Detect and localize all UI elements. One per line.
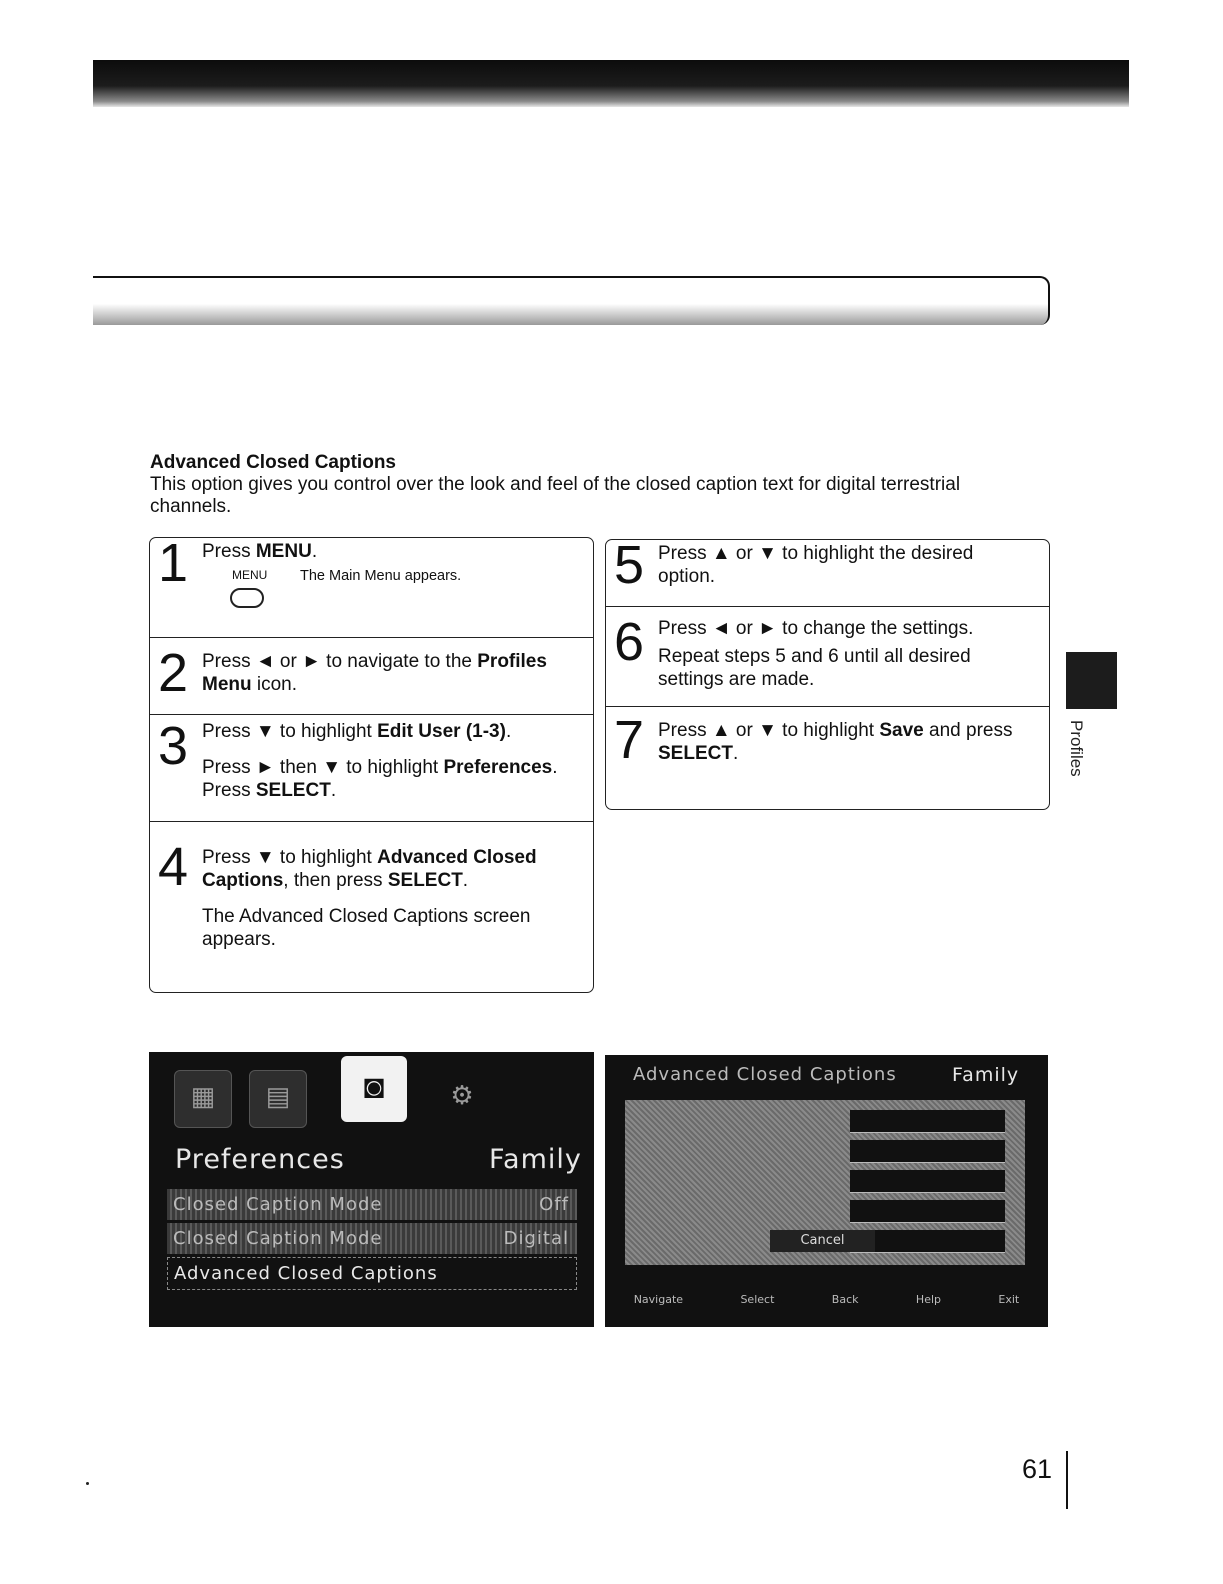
profiles-icon: ◙ [341, 1056, 407, 1122]
menu-list [167, 1189, 577, 1293]
footer-back: Back [831, 1292, 859, 1306]
menu-note: The Main Menu appears. [300, 568, 462, 584]
setting-field[interactable] [850, 1140, 1005, 1163]
footer-select: Select [740, 1292, 775, 1306]
step-text: Press ▼ to highlight Edit User (1-3). Press ► then ▼ to highlight Preferences. Press SELECT. [202, 721, 558, 801]
step-1 [150, 533, 593, 637]
menu-button-icon [230, 588, 264, 608]
screen-title: Preferences [175, 1144, 345, 1175]
setting-field[interactable] [850, 1200, 1005, 1223]
audio-icon: ⚙ [450, 1080, 474, 1110]
page-number: 61 [1022, 1454, 1053, 1484]
step-text: Press ▼ to highlight Advanced Closed Captions, then press SELECT. The Advanced Closed Captions screen appears. [202, 847, 537, 950]
footer-help: Help [915, 1292, 941, 1306]
setup-icon: ▦ [174, 1070, 232, 1128]
step-number: 5 [614, 535, 645, 595]
cancel-button[interactable]: Cancel [770, 1230, 875, 1252]
step-6 [606, 606, 1049, 707]
step-number: 7 [614, 710, 645, 770]
step-number: 2 [158, 643, 189, 703]
step-text: Press ◄ or ► to navigate to the Profiles Menu icon. [202, 651, 547, 695]
screen-profile: Family [489, 1144, 582, 1175]
setting-field[interactable] [850, 1170, 1005, 1193]
step-number: 6 [614, 612, 645, 672]
page-number-rule [1066, 1451, 1068, 1509]
section-header-bar [93, 276, 1050, 325]
screen-title: Advanced Closed Captions [633, 1064, 897, 1085]
step-3 [150, 714, 593, 822]
screen-profile: Family [952, 1064, 1020, 1086]
step-4 [150, 821, 593, 992]
footer-navigate: Navigate [633, 1292, 684, 1306]
advanced-cc-screen [605, 1055, 1048, 1327]
menu-item[interactable]: Closed Caption Mode Off [167, 1189, 577, 1220]
steps-panel-right [605, 535, 1050, 810]
step-5 [606, 535, 1049, 606]
step-text: Press ◄ or ► to change the settings. Repeat steps 5 and 6 until all desired settings are made. [658, 618, 974, 690]
step-text: Press ▲ or ▼ to highlight the desired option. [658, 543, 974, 587]
page-mark [86, 1482, 89, 1485]
step-2 [150, 637, 593, 715]
step-number: 3 [158, 716, 189, 776]
step-text: Press MENU. [202, 541, 318, 562]
menu-item[interactable]: Closed Caption Mode Digital [167, 1223, 577, 1254]
setting-field[interactable] [850, 1110, 1005, 1133]
footer-exit: Exit [998, 1292, 1020, 1306]
screen-footer [605, 1287, 1048, 1311]
step-text: Press ▲ or ▼ to highlight Save and press SELECT. [658, 720, 1013, 764]
side-tab-label: Profiles [1067, 720, 1086, 777]
preferences-screen [149, 1052, 594, 1327]
section-description: This option gives you control over the look and feel of the closed caption text for digital terrestrial channels. [150, 474, 961, 517]
step-number: 1 [158, 533, 189, 593]
menu-item-selected[interactable]: Advanced Closed Captions [167, 1257, 577, 1290]
section-title: Advanced Closed Captions [150, 452, 396, 473]
picture-icon: ▤ [249, 1070, 307, 1128]
header-bar [93, 60, 1129, 107]
side-tab-block [1066, 652, 1117, 709]
step-number: 4 [158, 837, 189, 897]
steps-panel-left [149, 533, 594, 993]
step-7 [606, 706, 1049, 808]
menu-key-label: MENU [232, 568, 268, 582]
